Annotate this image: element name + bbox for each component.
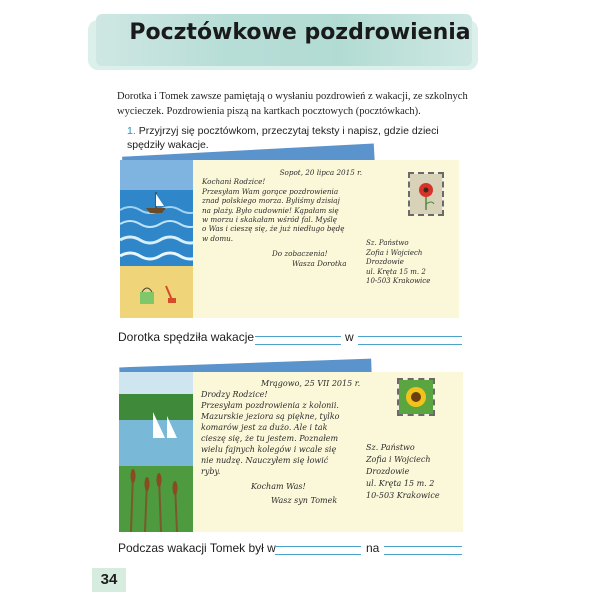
- postcard-2-line: komarów jest za dużo. Ale i tak: [201, 423, 328, 432]
- address-line: ul. Kręta 15 m. 2: [366, 479, 435, 488]
- address-line: Sz. Państwo: [366, 239, 409, 247]
- postcard-1-greeting: Kochani Rodzice!: [202, 177, 266, 187]
- page-title: Pocztówkowe pozdrowienia: [129, 20, 471, 45]
- postcard-2-message: [201, 378, 371, 506]
- address-line: Zofia i Wojciech: [366, 248, 423, 257]
- postcard-1-date: Sopot, 20 lipca 2015 r.: [279, 168, 362, 177]
- postcard-1-photo-sea: [120, 160, 193, 318]
- postcard-1-closing: Do zobaczenia!: [272, 249, 328, 259]
- sentence-2-prefix: Podczas wakacji Tomek był w: [118, 541, 276, 555]
- answer-line-2a[interactable]: [275, 540, 361, 547]
- address-line: Zofia i Wojciech: [366, 455, 431, 464]
- sentence-1-prefix: Dorotka spędziła wakacje: [118, 330, 255, 344]
- answer-line-1a[interactable]: [255, 330, 341, 337]
- postcard-2-line: cieszę się, że tu jestem. Poznałem: [201, 434, 339, 443]
- page-number: 34: [92, 568, 126, 592]
- postcard-1-message: [202, 168, 362, 268]
- postcard-2-date: Mrągowo, 25 VII 2015 r.: [261, 379, 361, 388]
- address-line: ul. Kręta 15 m. 2: [366, 267, 426, 276]
- address-line: Drozdowie: [366, 467, 410, 476]
- postcard-1-line: Przesyłam Wam gorące pozdrowienia: [202, 186, 339, 196]
- postcard-1-line: o Was i cieszę się, że już niedługo będę: [202, 224, 345, 234]
- answer-line-2d[interactable]: [384, 548, 462, 555]
- postcard-2-line: nie nudzę. Nauczyłem się łowić: [201, 456, 329, 465]
- postcard-2-closing: Kocham Was!: [251, 482, 306, 491]
- intro-text: Dorotka i Tomek zawsze pamiętają o wysłaniu pozdrowień z wakacji, ze szkolnych wycieczek. Pozdrowienia piszą na kartkach pocztowych (pocztówkach).: [117, 91, 468, 117]
- task-number: 1.: [127, 125, 136, 137]
- sentence-2-middle: na: [366, 541, 380, 555]
- address-line: Sz. Państwo: [366, 443, 415, 452]
- postcard-1-stamp-flower: [408, 172, 444, 216]
- postcard-1-line: w domu.: [202, 233, 234, 243]
- answer-line-1c[interactable]: [358, 330, 462, 337]
- answer-line-2b[interactable]: [275, 548, 361, 555]
- postcard-2-line: wielu fajnych kolegów i wcale się: [201, 445, 337, 454]
- address-line: 10-503 Krakowice: [366, 491, 440, 500]
- answer-line-2c[interactable]: [384, 540, 462, 547]
- postcard-2: [119, 372, 463, 532]
- postcard-1: [120, 160, 459, 318]
- postcard-2-line: ryby.: [201, 467, 221, 476]
- postcard-2-address: [366, 442, 460, 502]
- postcard-2-stamp-sunflower: [397, 378, 435, 416]
- answer-line-1d[interactable]: [358, 338, 462, 345]
- sentence-1-middle: w: [345, 330, 354, 344]
- postcard-2-signature: Wasz syn Tomek: [271, 496, 338, 505]
- postcard-2-line: Mazurskie jeziora są piękne, tylko: [201, 412, 340, 421]
- postcard-1-address: [366, 239, 456, 287]
- postcard-1-line: znad polskiego morza. Byliśmy dzisiaj: [202, 196, 340, 206]
- task-text: Przyjrzyj się pocztówkom, przeczytaj teksty i napisz, gdzie dzieci spędziły wakacje.: [127, 125, 439, 151]
- postcard-1-signature: Wasza Dorotka: [292, 258, 347, 268]
- postcard-2-photo-lake: [119, 372, 193, 532]
- address-line: 10-503 Krakowice: [366, 277, 431, 286]
- postcard-1-line: na plaży. Było cudownie! Kąpałam się: [202, 205, 339, 215]
- postcard-2-line: Przesyłam pozdrowienia z kolonii.: [201, 401, 339, 410]
- address-line: Drozdowie: [366, 258, 404, 267]
- postcard-1-line: w morzu i skakałam wśród fal. Myślę: [202, 215, 337, 225]
- postcard-2-greeting: Drodzy Rodzice!: [201, 390, 268, 399]
- answer-line-1b[interactable]: [255, 338, 341, 345]
